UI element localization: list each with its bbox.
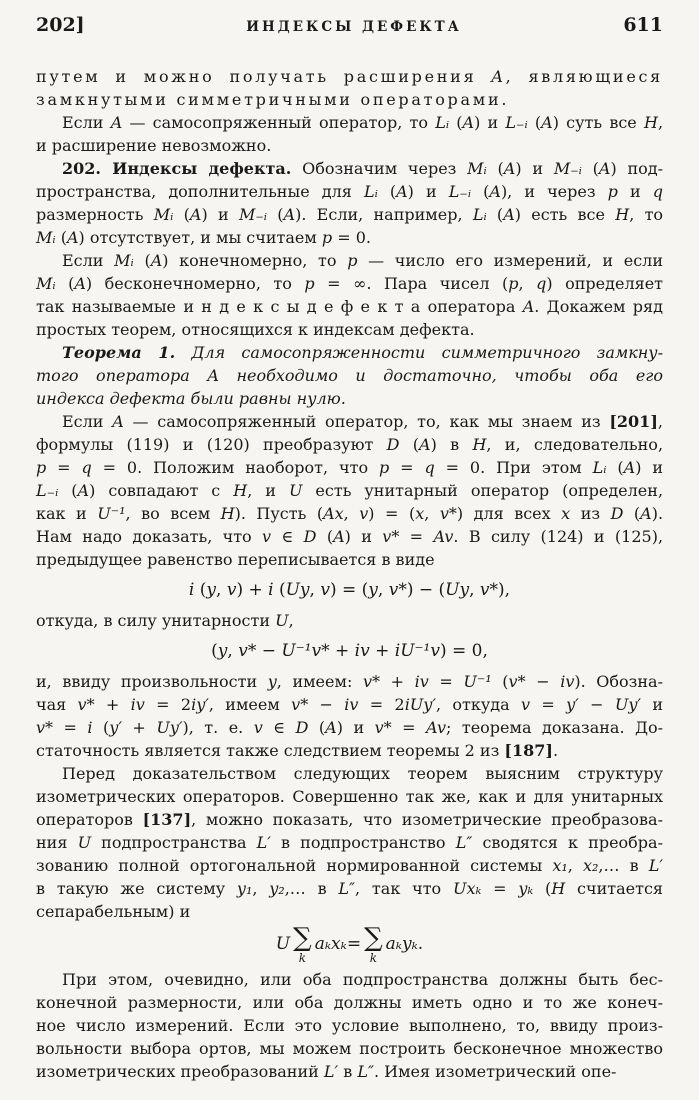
display-formula: i (y, v) + i (Uy, v) = (y, v*) − (Uy, v*), [188, 580, 511, 600]
text-segment: , [657, 412, 663, 431]
text-line [36, 739, 663, 762]
text-line: формулы (119) и (120) преобразуют D (A) в H, и, следовательно, [36, 435, 664, 454]
theorem-line [36, 341, 663, 364]
text-segment: операторов [36, 810, 133, 829]
text-line: L₋ᵢ (A) совпадают с H, и U есть унитарный оператор (определен, [36, 481, 664, 500]
formula-lhs-terms: aₖxₖ [314, 934, 347, 954]
running-head: ИНДЕКСЫ ДЕФЕКТА [246, 19, 462, 35]
text-line: вольности выбора ортов, мы можем построить бесконечное множество [36, 1039, 663, 1058]
summation-index: k [298, 951, 307, 965]
summation-symbol [364, 925, 383, 964]
text-line: Если A — самосопряженный оператор, то Lᵢ (A) и L₋ᵢ (A) суть все H, [62, 113, 664, 132]
text-segment: , можно показать, что изометрические преобразова- [191, 810, 663, 829]
text-line [36, 410, 663, 433]
text-line: и расширение невозможно. [36, 136, 272, 155]
page-number: 611 [623, 14, 663, 36]
text-line: Нам надо доказать, что v ∈ D (A) и v* = Av. В силу (124) и (125), [36, 527, 664, 546]
page-header [36, 14, 663, 36]
text-line: откуда, в силу унитарности U, [36, 611, 294, 630]
text-line: При этом, очевидно, или оба подпространства должны быть бес- [62, 970, 663, 989]
formula-rhs-terms: aₖyₖ. [385, 934, 424, 954]
text-line: Если Mᵢ (A) конечномерно, то p — число его измерений, и если [62, 251, 663, 270]
text-line: Mᵢ (A) отсутствует, и мы считаем p = 0. [36, 228, 371, 247]
display-formula: (y, v* − U⁻¹v* + iv + iU⁻¹v) = 0, [211, 641, 488, 661]
theorem-line: индекса дефекта были равны нулю. [36, 389, 346, 408]
text-line: путем и можно получать расширения A, являющиеся [36, 67, 663, 86]
text-line: пространства, дополнительные для Lᵢ (A) и L₋ᵢ (A), и через p и q [36, 182, 664, 201]
text-line: замкнутыми симметричными операторами. [36, 90, 510, 109]
text-line: чая v* + iv = 2iy′, имеем v* − iv = 2iUy′, откуда v = y′ − Uy′ и [36, 695, 664, 714]
summation-index: k [369, 951, 377, 965]
text-line: ное число измерений. Если это условие выполнено, то, ввиду произ- [36, 1016, 663, 1035]
page-body [36, 65, 663, 1083]
text-line: p = q = 0. Положим наоборот, что p = q = 0. При этом Lᵢ (A) и [36, 458, 664, 477]
section-heading: 202. Индексы дефекта. [62, 159, 292, 178]
text-line: Mᵢ (A) бесконечномерно, то p = ∞. Пара чисел (p, q) определяет [36, 274, 664, 293]
theorem-heading: Теорема 1. [62, 343, 176, 362]
display-formula [36, 925, 663, 964]
text-line: ния U подпространства L′ в подпространство L″ сводятся к преобра- [36, 833, 663, 852]
section-marker: 202] [36, 14, 85, 36]
text-segment: . [552, 741, 559, 760]
text-line: сепарабельным) и [36, 902, 191, 921]
text-line: размерность Mᵢ (A) и M₋ᵢ (A). Если, например, Lᵢ (A) есть все H, то [36, 205, 664, 224]
text-line [36, 157, 663, 180]
text-line: простых теорем, относящихся к индексам дефекта. [36, 320, 475, 339]
text-line: как и U⁻¹, во всем H). Пусть (Ax, v) = (x, v*) для всех x из D (A). [36, 504, 664, 523]
text-line: конечной размерности, или оба должны иметь одно и то же конеч- [36, 993, 663, 1012]
text-line: и, ввиду произвольности y, имеем: v* + iv = U⁻¹ (v* − iv). Обозна- [36, 672, 664, 691]
text-segment: статочность является также следствием теоремы 2 из [36, 741, 500, 760]
text-line: предыдущее равенство переписывается в виде [36, 550, 435, 569]
text-line: зованию полной ортогональной нормированной системы x₁, x₂,… в L′ [36, 856, 664, 875]
bold-reference: [187] [504, 741, 553, 760]
text-line: изометрических преобразований L′ в L″. Имея изометрический опе- [36, 1062, 617, 1081]
equals-sign: = [346, 934, 362, 954]
text-line: так называемые и н д е к с ы д е ф е к т а оператора A. Докажем ряд [36, 297, 663, 316]
text-line [36, 808, 663, 831]
text-line: изометрических операторов. Совершенно так же, как и для унитарных [36, 787, 663, 806]
text-line: Перед доказательством следующих теорем выясним структуру [62, 764, 663, 783]
theorem-line: того оператора A необходимо и достаточно, чтобы оба его [36, 366, 663, 385]
text-segment: Для самосопряженности симметричного замкну- [191, 343, 663, 362]
summation-symbol [293, 925, 312, 964]
text-segment: Обозначим через Mᵢ (A) и M₋ᵢ (A) под- [302, 159, 664, 178]
text-segment: Если A — самосопряженный оператор, то, как мы знаем из [62, 412, 601, 431]
bold-reference: [137] [142, 810, 192, 829]
text-line: в такую же систему y₁, y₂,… в L″, так что Uxₖ = yₖ (H считается [36, 879, 663, 898]
text-line: v* = i (y′ + Uy′), т. е. v ∈ D (A) и v* = Av; теорема доказана. До- [36, 718, 664, 737]
sigma-glyph: ∑ [364, 923, 383, 953]
sigma-glyph: ∑ [293, 923, 312, 953]
formula-operator-prefix: U [275, 934, 291, 954]
bold-reference: [201] [609, 412, 658, 431]
